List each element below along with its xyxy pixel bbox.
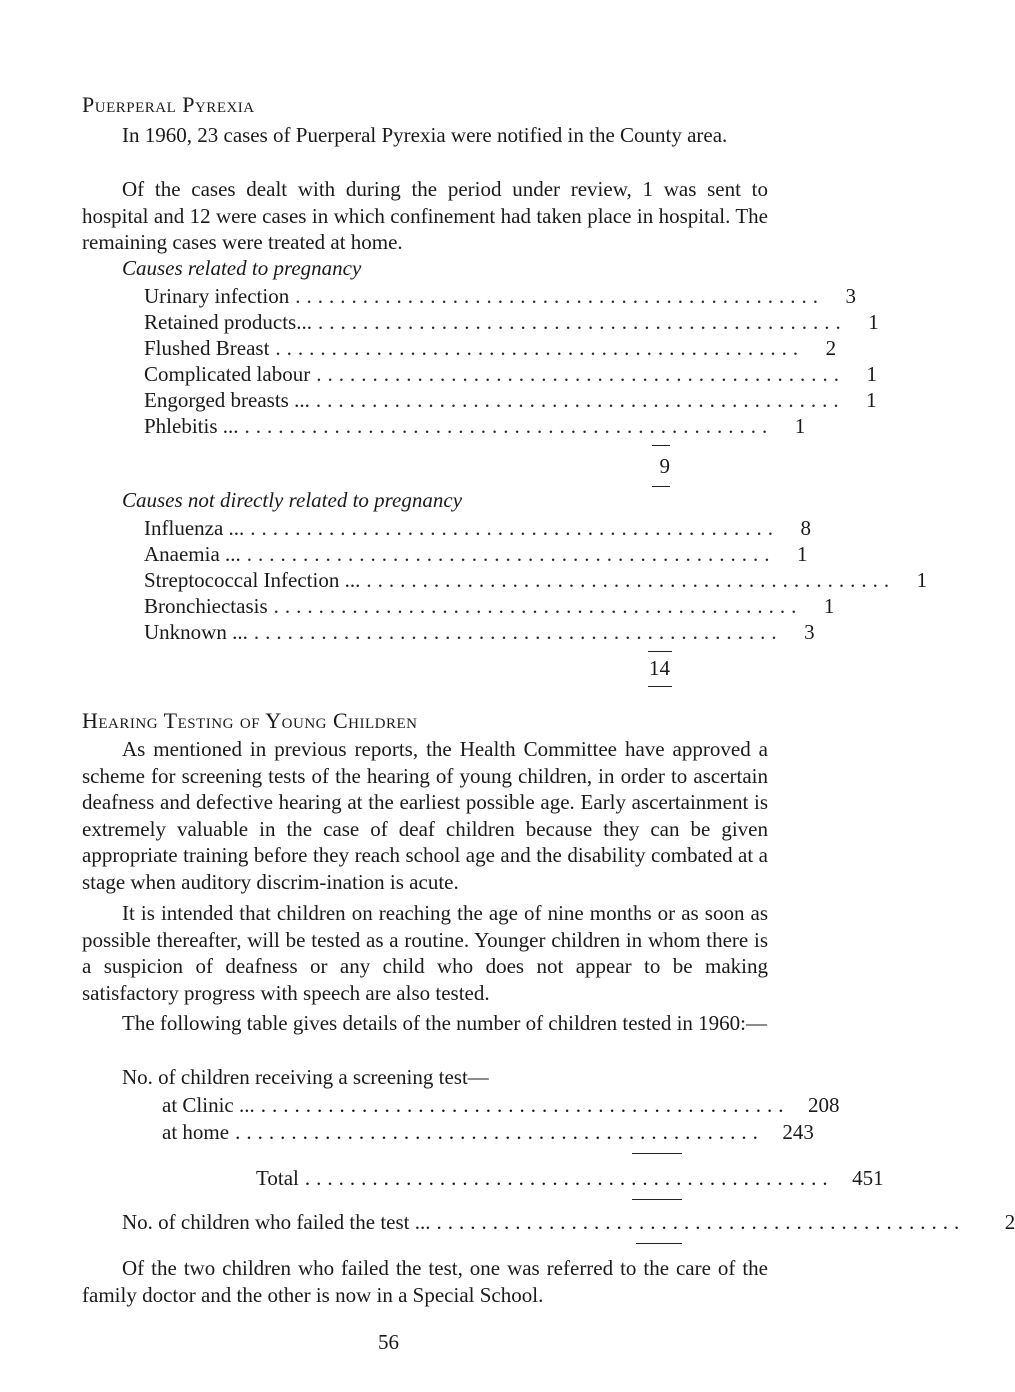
cause-label: Urinary infection (144, 284, 290, 308)
leader-dots: ............................................... (273, 594, 803, 618)
leader-dots: ............................................... (304, 1166, 834, 1190)
cause-count: 1 (868, 310, 879, 334)
cause-count: 8 (800, 516, 812, 540)
list-item (144, 568, 928, 594)
section-heading-puerperal-pyrexia: Puerperal Pyrexia (82, 92, 255, 117)
leader-dots: ............................................... (253, 620, 783, 644)
row-label: Total (256, 1166, 299, 1190)
total-rule-top (648, 651, 672, 652)
table-row (162, 1120, 814, 1146)
list-item (144, 362, 877, 388)
not-related-total: 14 (649, 656, 670, 680)
leader-dots: ............................................... (250, 516, 780, 540)
leader-dots: ............................................... (244, 414, 774, 438)
cause-count: 1 (866, 388, 877, 412)
leader-dots: ............................................... (315, 388, 845, 412)
row-label: at Clinic ... (162, 1093, 255, 1117)
table-row (162, 1093, 840, 1119)
list-item (144, 414, 806, 440)
paragraph-table-intro: The following table gives details of the number of children tested in 1960:— (122, 1011, 768, 1035)
paragraph-notified-cases: In 1960, 23 cases of Puerperal Pyrexia were notified in the County area. (122, 123, 728, 147)
cause-label: Streptococcal Infection ... (144, 568, 361, 592)
list-item (144, 284, 856, 310)
row-label: at home (162, 1120, 230, 1144)
total-rule-top (652, 445, 670, 446)
cause-label: Anaemia ... (144, 542, 241, 566)
row-label: No. of children who failed the test ... (122, 1210, 431, 1234)
subheading-causes-related: Causes related to pregnancy (122, 256, 362, 280)
list-item (144, 594, 835, 620)
leader-dots: ............................................... (316, 362, 845, 386)
total-rule-bottom (652, 486, 670, 487)
list-item (144, 310, 879, 336)
cause-label: Phlebitis ... (144, 414, 239, 438)
total-rule-top (632, 1153, 682, 1154)
paragraph-screening-scheme: As mentioned in previous reports, the Health Committee have approved a scheme for screening tests of the hearing of young children, in order to ascertain deafness and defective hearing at the earliest possible age. Early ascertainment is extremely valuable in the case of deaf children because they can be given appropriate training before they reach school age and the disability combated at a stage when auditory discrim-ination is acute. (82, 737, 768, 894)
leader-dots: ............................................... (436, 1210, 966, 1234)
total-rule-bottom (632, 1199, 682, 1200)
total-rule-bottom (648, 686, 672, 687)
list-item (144, 516, 812, 542)
list-item (144, 620, 815, 646)
cause-count: 1 (916, 568, 928, 592)
cause-count: 2 (825, 336, 837, 360)
leader-dots: ............................................... (246, 542, 776, 566)
cause-count: 3 (804, 620, 815, 644)
cause-label: Flushed Breast (144, 336, 270, 360)
leader-dots: ............................................... (260, 1093, 790, 1117)
table-row-total (256, 1166, 884, 1192)
cause-count: 1 (794, 414, 806, 438)
list-item (144, 388, 877, 414)
leader-dots: ............................................... (366, 568, 896, 592)
related-total: 9 (659, 454, 670, 478)
failed-rule (636, 1243, 682, 1244)
list-item (144, 542, 808, 568)
cause-label: Retained products... (144, 310, 312, 334)
section-heading-hearing-testing: Hearing Testing of Young Children (82, 708, 418, 733)
table-row-failed (122, 1210, 1015, 1236)
page-number: 56 (378, 1330, 399, 1354)
cause-count: 3 (845, 284, 856, 308)
row-value: 208 (808, 1093, 840, 1117)
cause-label: Influenza ... (144, 516, 245, 540)
leader-dots: ............................................... (235, 1120, 764, 1144)
cause-count: 1 (797, 542, 808, 566)
paragraph-referral: Of the two children who failed the test, one was referred to the care of the family doctor and the other is now in a Special School. (82, 1256, 768, 1307)
paragraph-cases-dealt: Of the cases dealt with during the period under review, 1 was sent to hospital and 12 were cases in which confinement had taken place in hospital. The remaining cases were treated at home. (82, 177, 768, 254)
leader-dots: ............................................... (275, 336, 805, 360)
cause-label: Complicated labour (144, 362, 311, 386)
cause-count: 1 (823, 594, 835, 618)
leader-dots: ............................................... (317, 310, 847, 334)
cause-label: Unknown ... (144, 620, 248, 644)
row-value: 243 (782, 1120, 814, 1144)
row-value: 451 (852, 1166, 884, 1190)
leader-dots: ............................................... (295, 284, 824, 308)
row-value: 2 (1004, 1210, 1015, 1234)
paragraph-testing-age: It is intended that children on reaching the age of nine months or as soon as possible thereafter, will be tested as a routine. Younger children in whom there is a suspicion of deafness or any child who does not appear to be making satisfactory progress with speech are also tested. (82, 901, 768, 1005)
cause-label: Engorged breasts ... (144, 388, 310, 412)
cause-label: Bronchiectasis (144, 594, 268, 618)
table-caption-text: No. of children receiving a screening test— (122, 1065, 489, 1089)
list-item (144, 336, 837, 362)
cause-count: 1 (866, 362, 877, 386)
subheading-causes-not-related: Causes not directly related to pregnancy (122, 488, 463, 512)
table-caption (122, 1065, 489, 1091)
